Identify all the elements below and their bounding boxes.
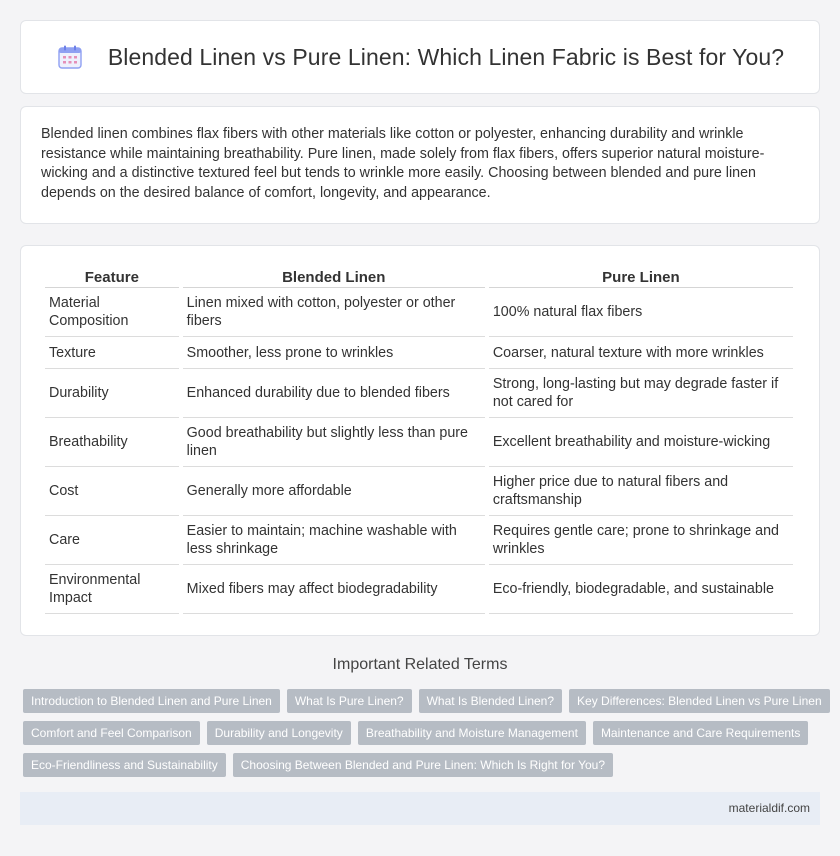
feature-cell: Material Composition bbox=[45, 288, 179, 337]
related-tag[interactable]: Introduction to Blended Linen and Pure Linen bbox=[23, 689, 280, 713]
blended-cell: Easier to maintain; machine washable with less shrinkage bbox=[183, 516, 485, 565]
related-tag[interactable]: Durability and Longevity bbox=[207, 721, 351, 745]
intro-text: Blended linen combines flax fibers with other materials like cotton or polyester, enhancing durability and wrinkle resistance while maintaining breathability. Pure linen, made solely from flax fibers, offers superior natural moisture-wicking and a distinctive textured feel but tends to wrinkle more easily. Choosing between blended and pure linen depends on the desired balance of comfort, longevity, and appearance. bbox=[41, 126, 765, 201]
title-card bbox=[20, 20, 820, 94]
table-row bbox=[45, 516, 793, 565]
blended-cell: Smoother, less prone to wrinkles bbox=[183, 337, 485, 369]
feature-cell: Cost bbox=[45, 467, 179, 516]
intro-card bbox=[20, 106, 820, 224]
table-row bbox=[45, 337, 793, 369]
pure-cell: Requires gentle care; prone to shrinkage and wrinkles bbox=[489, 516, 793, 565]
related-tag[interactable]: What Is Blended Linen? bbox=[419, 689, 562, 713]
pure-cell: Eco-friendly, biodegradable, and sustainable bbox=[489, 565, 793, 614]
footer bbox=[20, 792, 820, 825]
feature-cell: Care bbox=[45, 516, 179, 565]
table-row bbox=[45, 369, 793, 418]
related-tag[interactable]: Maintenance and Care Requirements bbox=[593, 721, 808, 745]
blended-cell: Linen mixed with cotton, polyester or other fibers bbox=[183, 288, 485, 337]
table-row bbox=[45, 288, 793, 337]
feature-cell: Breathability bbox=[45, 418, 179, 467]
calendar-icon bbox=[56, 43, 84, 71]
blended-cell: Good breathability but slightly less than pure linen bbox=[183, 418, 485, 467]
pure-cell: Coarser, natural texture with more wrinkles bbox=[489, 337, 793, 369]
header-blended: Blended Linen bbox=[183, 268, 485, 288]
header-feature: Feature bbox=[45, 268, 179, 288]
blended-cell: Enhanced durability due to blended fibers bbox=[183, 369, 485, 418]
feature-cell: Durability bbox=[45, 369, 179, 418]
pure-cell: Higher price due to natural fibers and craftsmanship bbox=[489, 467, 793, 516]
header-pure: Pure Linen bbox=[489, 268, 793, 288]
table-row bbox=[45, 565, 793, 614]
related-tag[interactable]: Breathability and Moisture Management bbox=[358, 721, 586, 745]
feature-cell: Texture bbox=[45, 337, 179, 369]
related-tag[interactable]: Key Differences: Blended Linen vs Pure Linen bbox=[569, 689, 830, 713]
pure-cell: Strong, long-lasting but may degrade faster if not cared for bbox=[489, 369, 793, 418]
footer-site-link[interactable]: materialdif.com bbox=[728, 801, 810, 815]
related-tag[interactable]: Choosing Between Blended and Pure Linen: Which Is Right for You? bbox=[233, 753, 613, 777]
related-tag[interactable]: Eco-Friendliness and Sustainability bbox=[23, 753, 226, 777]
table-row bbox=[45, 467, 793, 516]
pure-cell: Excellent breathability and moisture-wicking bbox=[489, 418, 793, 467]
pure-cell: 100% natural flax fibers bbox=[489, 288, 793, 337]
related-tag[interactable]: Comfort and Feel Comparison bbox=[23, 721, 200, 745]
table-row bbox=[45, 418, 793, 467]
comparison-table-card bbox=[20, 245, 820, 636]
table-header-row bbox=[45, 268, 793, 288]
blended-cell: Mixed fibers may affect biodegradability bbox=[183, 565, 485, 614]
comparison-table bbox=[41, 268, 797, 614]
related-terms-heading: Important Related Terms bbox=[332, 656, 508, 673]
blended-cell: Generally more affordable bbox=[183, 467, 485, 516]
feature-cell: Environmental Impact bbox=[45, 565, 179, 614]
related-tag[interactable]: What Is Pure Linen? bbox=[287, 689, 412, 713]
page-title: Blended Linen vs Pure Linen: Which Linen Fabric is Best for You? bbox=[107, 43, 785, 70]
related-terms-tags bbox=[23, 689, 823, 785]
